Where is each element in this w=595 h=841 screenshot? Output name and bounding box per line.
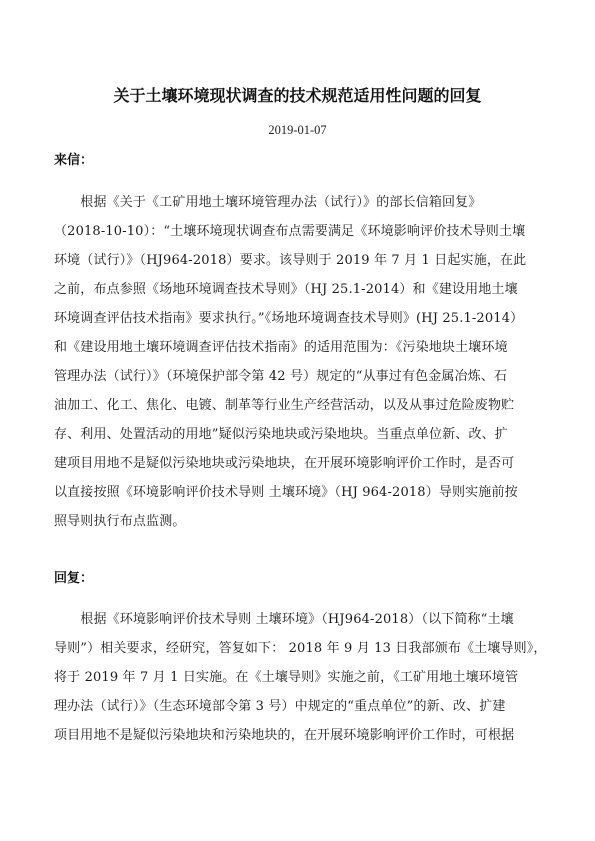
paragraph-line: 管理办法（试行）》（环境保护部令第 42 号）规定的“从事过有色金属冶炼、石 <box>54 369 508 384</box>
paragraph-line: 环境（试行）》（HJ964-2018）要求。该导则于 2019 年 7 月 1 日起实施，在此 <box>54 253 527 268</box>
paragraph-line: 和《建设用地土壤环境调查评估技术指南》的适用范围为：《污染地块土壤环境 <box>54 340 508 355</box>
paragraph-line: 存、利用、处置活动的用地”疑似污染地块或污染地块。当重点单位新、改、扩 <box>54 427 508 442</box>
paragraph-line: 理办法（试行）》（生态环境部令第 3 号）中规定的“重点单位”的新、改、扩建 <box>54 699 506 714</box>
paragraph-line: 项目用地不是疑似污染地块和污染地块的，在开展环境影响评价工作时，可根据 <box>54 728 515 743</box>
document-date: 2019-01-07 <box>268 123 327 137</box>
letter-paragraph <box>54 188 546 536</box>
paragraph-line: （2018-10-10）：“土壤环境现状调查布点需要满足《环境影响评价技术导则土壤 <box>54 224 526 239</box>
reply-paragraph <box>54 605 546 750</box>
paragraph-line: 以直接按照《环境影响评价技术导则 土壤环境》（HJ 964-2018）导则实施前按 <box>54 485 518 500</box>
paragraph-line: 根据《关于《工矿用地土壤环境管理办法（试行）》的部长信箱回复》 <box>54 195 482 210</box>
paragraph-line: 照导则执行布点监测。 <box>54 514 186 529</box>
paragraph-line: 环境调查评估技术指南》要求执行。”《场地环境调查技术导则》(HJ 25.1-2014） <box>54 311 524 326</box>
letter-heading: 来信： <box>54 153 94 168</box>
paragraph-line: 导则”）相关要求，经研究，答复如下： 2018 年 9 月 13 日我部颁布《土壤导则》， <box>54 641 547 656</box>
paragraph-line: 之前，布点参照《场地环境调查技术导则》（HJ 25.1-2014）和《建设用地土壤 <box>54 282 518 297</box>
paragraph-line: 根据《环境影响评价技术导则 土壤环境》（HJ964-2018）（以下简称“土壤 <box>54 612 514 627</box>
paragraph-line: 将于 2019 年 7 月 1 日实施。在《土壤导则》实施之前，《工矿用地土壤环境管 <box>54 670 519 685</box>
paragraph-line: 建项目用地不是疑似污染地块或污染地块，在开展环境影响评价工作时，是否可 <box>54 456 515 471</box>
document-title: 关于土壤环境现状调查的技术规范适用性问题的回复 <box>113 86 482 105</box>
reply-heading: 回复： <box>54 571 94 586</box>
paragraph-line: 油加工、化工、焦化、电镀、制革等行业生产经营活动，以及从事过危险废物贮 <box>54 398 515 413</box>
